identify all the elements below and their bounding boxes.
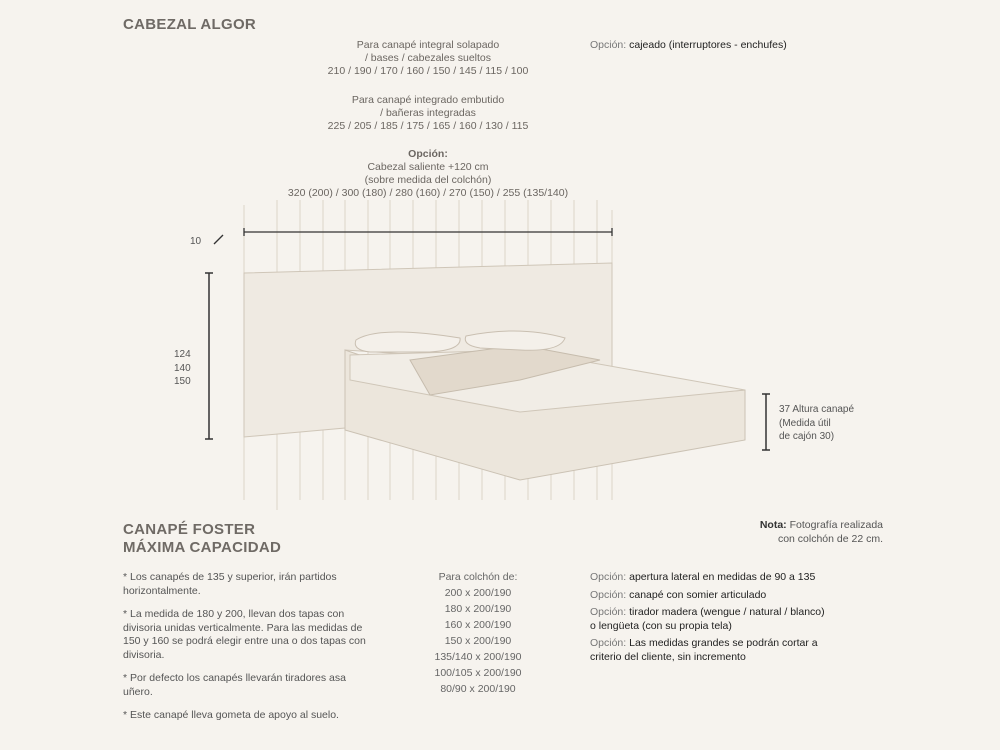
size-item: 160 x 200/190 [444, 619, 512, 631]
option-label: Opción: [590, 571, 627, 583]
option-text: canapé con somier articulado [629, 588, 767, 601]
dim-line: 225 / 205 / 185 / 175 / 165 / 160 / 130 / 115 [327, 120, 529, 132]
dim-line: Para canapé integrado embutido [351, 94, 505, 106]
option-text: o lengüeta (con su propia tela) [590, 619, 732, 632]
dim-line: / bañeras integradas [380, 107, 476, 119]
option-text: Las medidas grandes se podrán cortar a [629, 637, 818, 649]
option-text: tirador madera (wengue / natural / blanco) [629, 606, 825, 618]
note-text: con colchón de 22 cm. [777, 533, 883, 545]
dim-line: Cabezal saliente +120 cm [367, 161, 489, 173]
canape-height-line-text: (Medida útil [779, 417, 831, 429]
size-item: 100/105 x 200/190 [434, 667, 522, 679]
notes-list [123, 571, 373, 733]
page-title: CABEZAL ALGOR [123, 16, 257, 33]
option-item [590, 589, 880, 603]
canape-height-line-text: 37 Altura canapé [779, 404, 855, 415]
mattress-size-list [418, 569, 538, 697]
options-list [590, 571, 880, 664]
canape-height-label [779, 403, 854, 444]
note-item: * Este canapé lleva gometa de apoyo al suelo. [123, 709, 339, 721]
option-label: Opción: [590, 588, 627, 601]
dim-line: Para canapé integral solapado [356, 39, 500, 51]
dim-line: (sobre medida del colchón) [364, 174, 492, 186]
size-item: 80/90 x 200/190 [440, 683, 516, 695]
thickness-marker [214, 235, 223, 244]
note-item: * Los canapés de 135 y superior, irán partidos horizontalmente. [123, 571, 337, 597]
sizes-heading: Para colchón de: [438, 571, 518, 583]
note-label: Nota: [759, 519, 787, 531]
thickness-label: 10 [190, 236, 202, 247]
height-value: 150 [174, 376, 191, 387]
dim-line: / bases / cabezales sueltos [364, 52, 492, 64]
size-item: 200 x 200/190 [444, 587, 512, 599]
section-title-line: CANAPÉ FOSTER [123, 521, 256, 538]
size-item: 150 x 200/190 [444, 635, 512, 647]
option-label: Opción: [590, 637, 627, 649]
size-item: 180 x 200/190 [444, 603, 512, 615]
option-item [590, 637, 880, 664]
option-heading: Opción: [408, 148, 448, 160]
dim-line: 320 (200) / 300 (180) / 280 (160) / 270 (150) / 255 (135/140) [287, 187, 569, 199]
note-text: Fotografía realizada [789, 519, 883, 531]
height-labels [174, 348, 191, 389]
section-title [123, 521, 281, 557]
section-title-line: MÁXIMA CAPACIDAD [123, 539, 282, 556]
dim-line: 210 / 190 / 170 / 160 / 150 / 145 / 115 / 100 [327, 65, 529, 77]
size-item: 135/140 x 200/190 [434, 651, 522, 663]
photo-note [740, 518, 883, 546]
height-value: 140 [174, 362, 191, 374]
option-text: cajeado (interruptores - enchufes) [629, 39, 787, 51]
option-text: apertura lateral en medidas de 90 a 135 [629, 571, 816, 583]
option-item [590, 606, 880, 633]
option-label: Opción: [590, 39, 627, 51]
option-text: criterio del cliente, sin incremento [590, 650, 746, 663]
canape-height-line-text: de cajón 30) [779, 431, 835, 442]
option-item [590, 571, 880, 585]
note-item: * La medida de 180 y 200, llevan dos tapas con divisoria unidas verticalmente. Para las medidas de 150 y 160 se podrá elegir entre una o dos tapas con divisoria. [123, 608, 366, 661]
option-label: Opción: [590, 606, 627, 618]
note-item: * Por defecto los canapés llevarán tiradores asa uñero. [123, 672, 346, 698]
height-value: 124 [174, 349, 191, 360]
